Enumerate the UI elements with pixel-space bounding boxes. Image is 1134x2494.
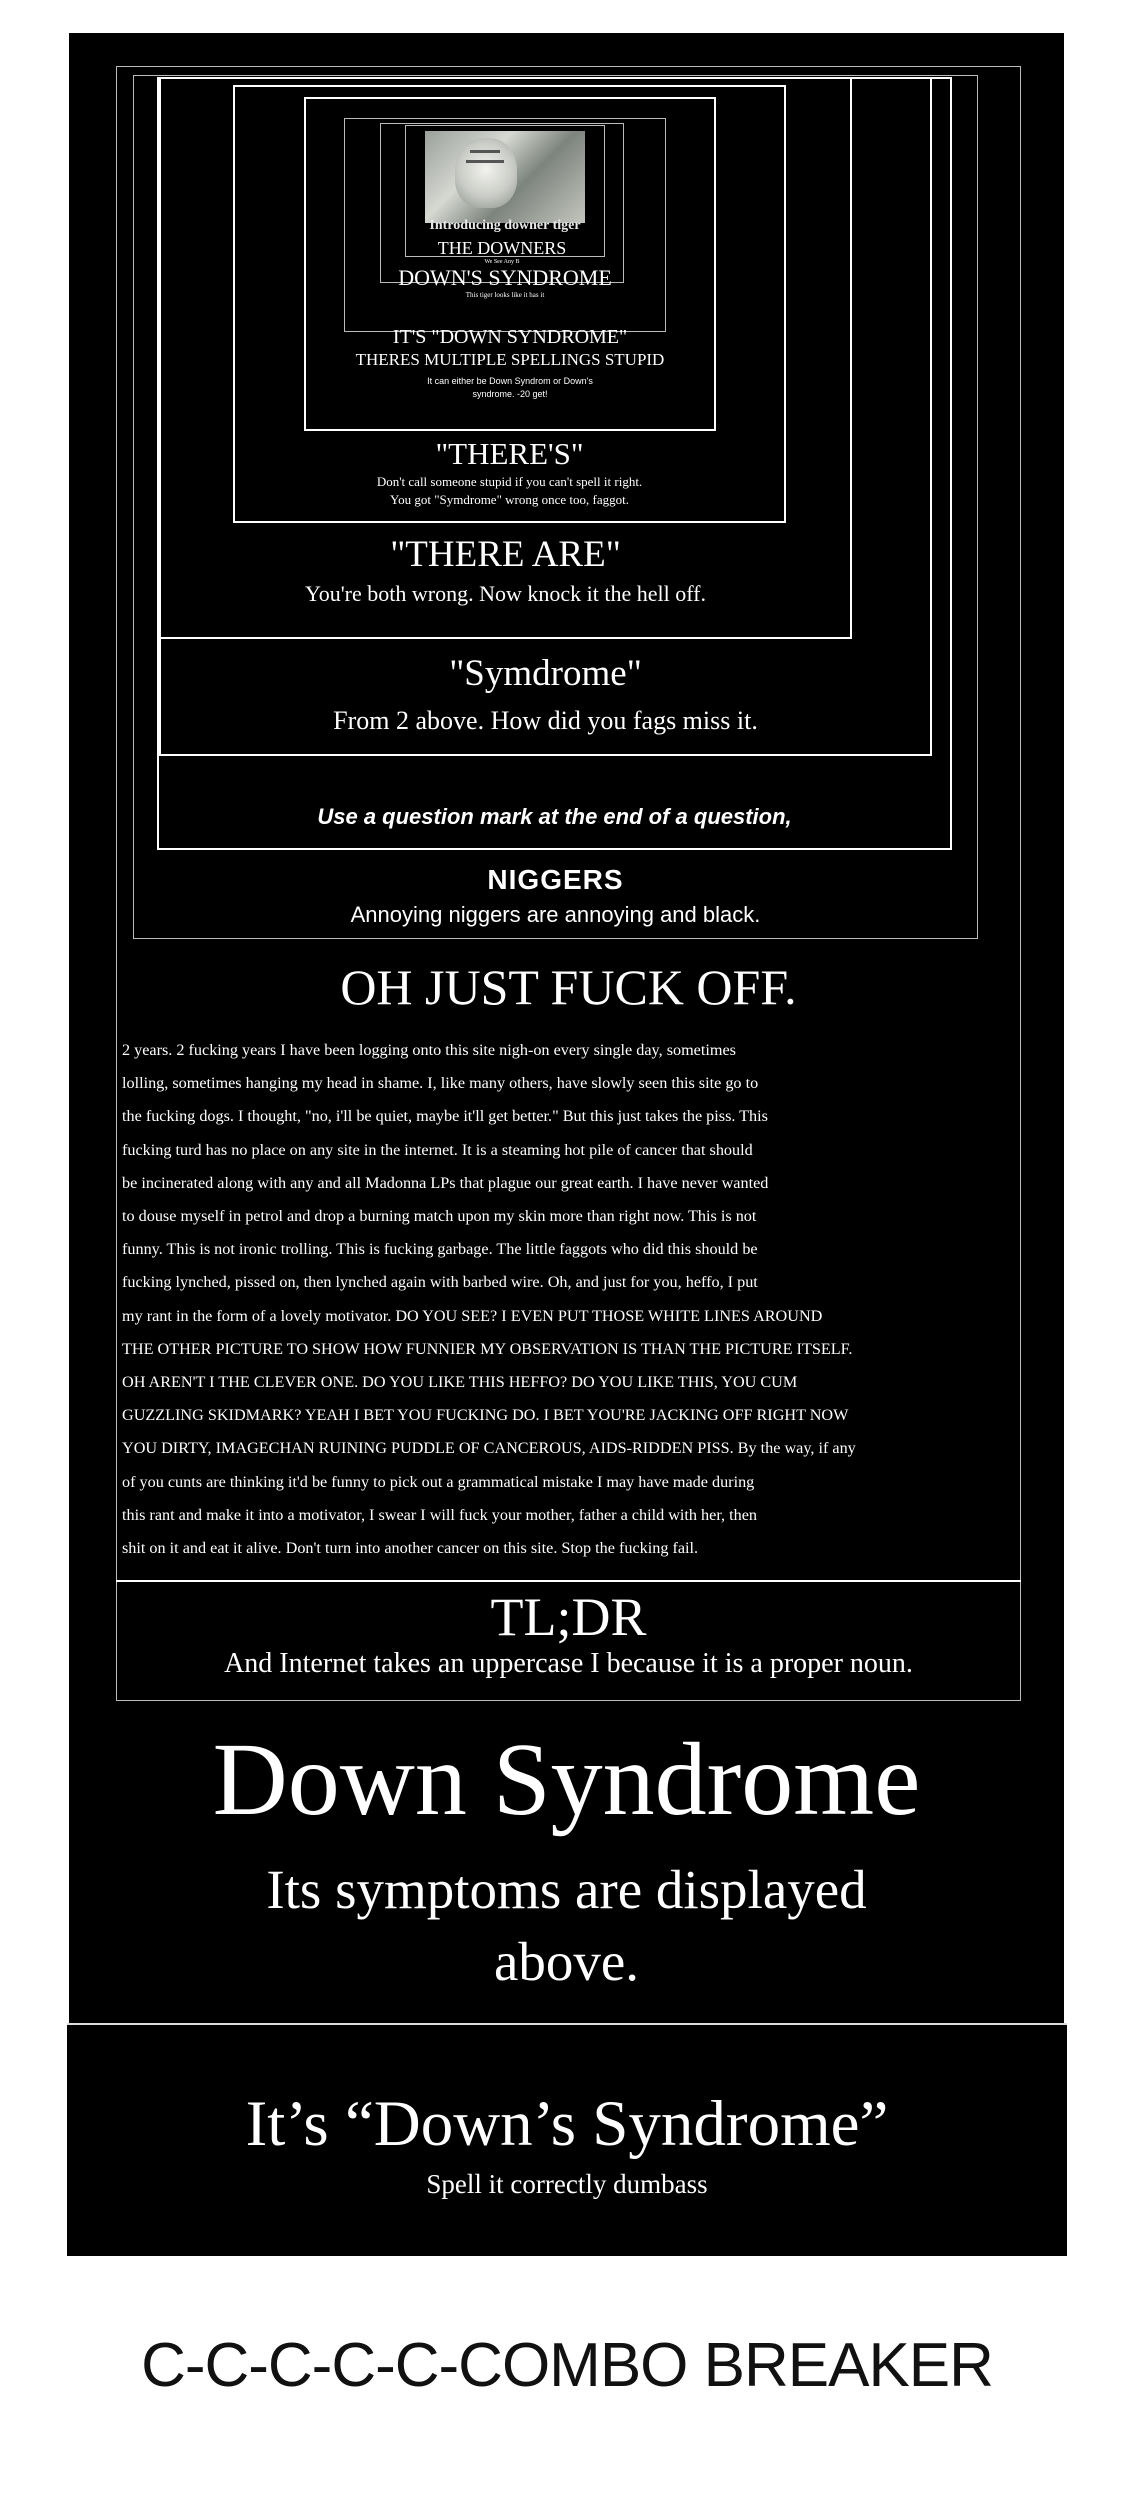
downers-subtitle: We See Any B — [484, 259, 520, 265]
rant-line: of you cunts are thinking it'd be funny to pick out a grammatical mistake I may have made during — [122, 1472, 755, 1491]
there-are-subtitle: You're both wrong. Now knock it the hell off. — [305, 581, 706, 606]
tiger-stripe — [470, 150, 500, 153]
rant-line: THE OTHER PICTURE TO SHOW HOW FUNNIER MY OBSERVATION IS THAN THE PICTURE ITSELF. — [122, 1339, 853, 1358]
downers-title: THE DOWNERS — [437, 238, 567, 258]
rant-line: lolling, sometimes hanging my head in shame. I, like many others, have slowly seen this site go to — [122, 1074, 759, 1093]
rant-line: funny. This is not ironic trolling. This is fucking garbage. The little faggots who did this should be — [122, 1240, 758, 1259]
rant-line: this rant and make it into a motivator, I swear I will fuck your mother, father a child with her, then — [122, 1505, 758, 1524]
fuck-off-title: OH JUST FUCK OFF. — [340, 959, 797, 1015]
down-syndrome-title: Down Syndrome — [212, 1722, 921, 1837]
rant-line: be incinerated along with any and all Madonna LPs that plague our great earth. I have never wanted — [122, 1173, 769, 1192]
niggers-subtitle: Annoying niggers are annoying and black. — [350, 902, 761, 927]
multiple-spellings-title: IT'S "DOWN SYNDROME" — [392, 326, 628, 348]
tldr-subtitle: And Internet takes an uppercase I because it is a proper noun. — [224, 1648, 913, 1679]
theres-line: Don't call someone stupid if you can't spell it right. — [376, 474, 643, 489]
rant-text — [122, 1034, 1024, 1565]
rant-line: the fucking dogs. I thought, "no, i'll be quiet, maybe it'll get better." But this just takes the piss. This — [122, 1107, 768, 1126]
down-syndrome-subtitle: Its symptoms are displayed — [266, 1859, 867, 1920]
tldr-title: TL;DR — [490, 1587, 647, 1647]
rant-line: 2 years. 2 fucking years I have been logging onto this site nigh-on every single day, sometimes — [122, 1041, 736, 1059]
divider-line — [67, 2023, 1067, 2025]
rant-line: shit on it and eat it alive. Don't turn into another cancer on this site. Stop the fucking fail. — [122, 1539, 699, 1558]
rant-line: my rant in the form of a lovely motivator. DO YOU SEE? I EVEN PUT THOSE WHITE LINES AROUND — [122, 1306, 823, 1325]
rant-line: YOU DIRTY, IMAGECHAN RUINING PUDDLE OF CANCEROUS, AIDS-RIDDEN PISS. By the way, if any — [122, 1439, 856, 1458]
tiger-caption: Introducing downer tiger — [429, 218, 581, 233]
rant-line: GUZZLING SKIDMARK? YEAH I BET YOU FUCKING DO. I BET YOU'RE JACKING OFF RIGHT NOW — [122, 1406, 849, 1425]
theres-title: "THERE'S" — [435, 436, 584, 471]
multiple-spellings-note: It can either be Down Syndrom or Down's — [427, 376, 593, 386]
spell-correctly-subtitle: Spell it correctly dumbass — [426, 2169, 708, 2199]
symdrome-subtitle: From 2 above. How did you fags miss it. — [333, 706, 758, 735]
frame-tldr-divider — [116, 1580, 1021, 1582]
rant-line: to douse myself in petrol and drop a burning match upon my skin more than right now. This is not — [122, 1207, 757, 1226]
symdrome-title: "Symdrome" — [449, 653, 642, 694]
multiple-spellings-line: THERES MULTIPLE SPELLINGS STUPID — [355, 350, 665, 369]
tiger-face — [455, 138, 517, 208]
combo-breaker-text: C-C-C-C-C-COMBO BREAKER — [141, 2331, 993, 2400]
rant-line: OH AREN'T I THE CLEVER ONE. DO YOU LIKE THIS HEFFO? DO YOU LIKE THIS, YOU CUM — [122, 1373, 798, 1392]
spell-correctly-title: It’s “Down’s Syndrome” — [245, 2088, 889, 2160]
down-syndrome-subtitle: above. — [493, 1931, 640, 1992]
theres-line: You got "Symdrome" wrong once too, faggot. — [390, 492, 629, 507]
tiger-stripe — [466, 160, 504, 163]
there-are-title: "THERE ARE" — [390, 534, 621, 575]
question-mark-title: Use a question mark at the end of a question, — [317, 804, 792, 829]
rant-line: fucking turd has no place on any site in the internet. It is a steaming hot pile of cancer that should — [122, 1140, 753, 1159]
downs-syndrome-title: DOWN'S SYNDROME — [398, 265, 612, 290]
multiple-spellings-note: syndrome. -20 get! — [472, 389, 548, 399]
downs-syndrome-subtitle: This tiger looks like it has it — [465, 291, 545, 299]
rant-line: fucking lynched, pissed on, then lynched again with barbed wire. Oh, and just for you, heffo, I put — [122, 1273, 758, 1292]
niggers-title: NIGGERS — [487, 864, 624, 895]
